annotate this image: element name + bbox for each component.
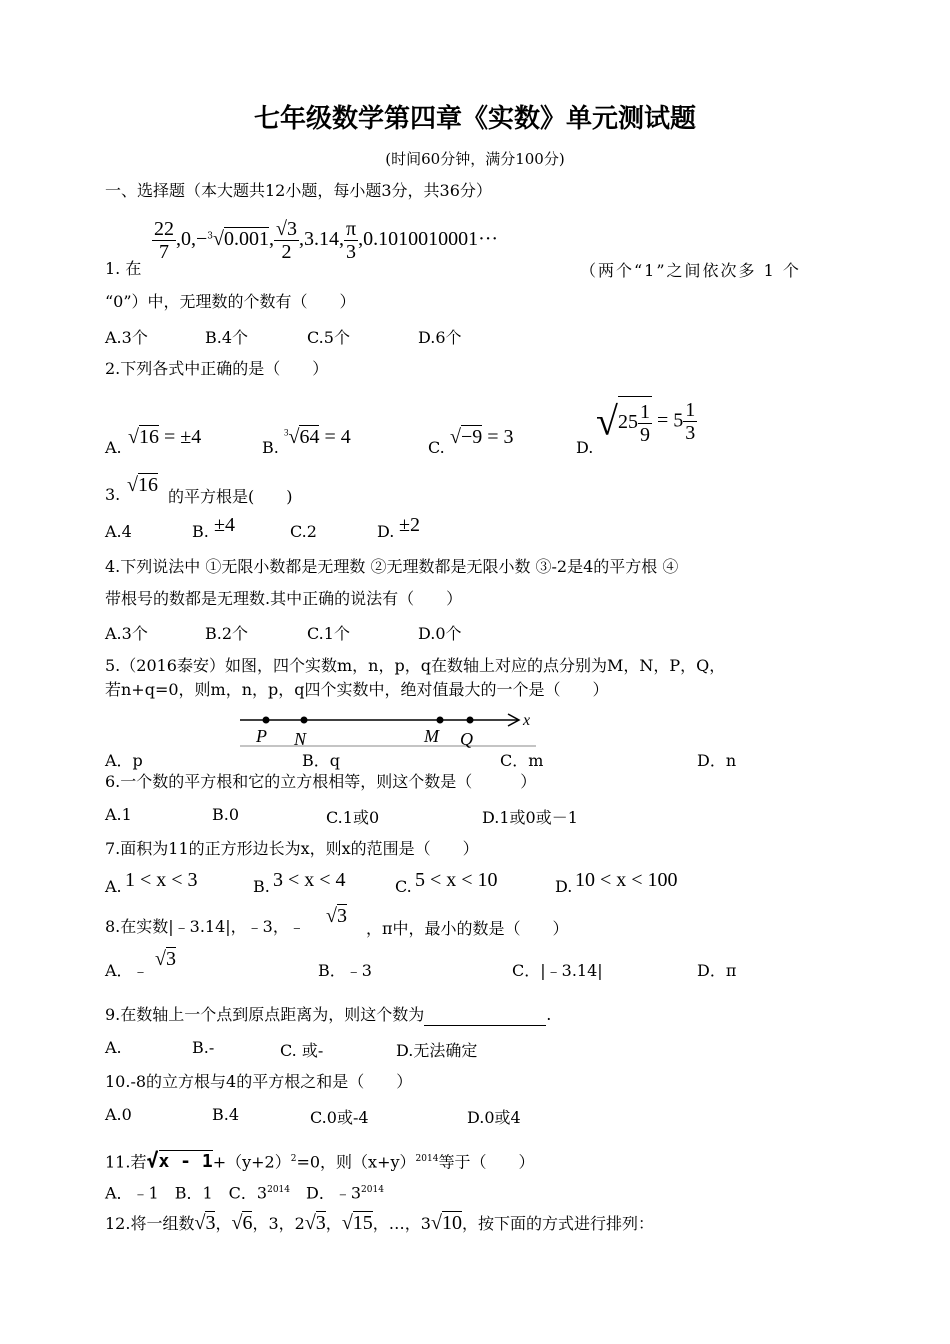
point-m — [437, 717, 444, 724]
q10-option-d: D.0或4 — [467, 1108, 521, 1127]
q7-expr-c: 5 < x < 10 — [415, 869, 498, 891]
q12-radical-3: √ — [304, 1212, 316, 1234]
q8-suffix: ，π中，最小的数是（ ） — [366, 919, 569, 938]
q11-option-c-exp: 2014 — [267, 1185, 291, 1195]
q3-option-c: C.2 — [290, 522, 317, 541]
q11-line — [105, 1148, 534, 1173]
q11-mid2: =0，则（x+y） — [296, 1152, 416, 1172]
q7-expr-d: 10 < x < 100 — [575, 869, 678, 891]
q2-c-radical: √ — [450, 426, 461, 448]
q1-tail: ,0.1010010001··· — [358, 228, 499, 250]
q2-d-rhs-den: 3 — [685, 421, 696, 444]
point-q — [467, 717, 474, 724]
q2-d-frac — [638, 401, 652, 446]
q7-label-b: B. — [253, 877, 270, 896]
q3-option-b: B. — [192, 522, 209, 541]
q12-radicand-4: 15 — [352, 1212, 373, 1234]
q11-options — [105, 1179, 384, 1204]
q2-d-rhs-num: 1 — [685, 398, 696, 421]
q10-option-a: A.0 — [105, 1105, 132, 1124]
q12-radicand-3: 3 — [315, 1212, 326, 1234]
q9-option-c: C. 或- — [280, 1041, 324, 1060]
q8-option-a-sqrt — [155, 948, 176, 971]
q4-line1: 4.下列说法中 ①无限小数都是无理数 ②无理数都是无限小数 ③-2是4的平方根 ④ — [105, 557, 679, 576]
q8-radical: √ — [326, 905, 337, 927]
q8-a-radical: √ — [155, 948, 166, 970]
q1-option-d: D.6个 — [418, 328, 462, 347]
q2-expr-a — [128, 426, 201, 449]
q10-option-c: C.0或-4 — [310, 1108, 369, 1127]
q9-option-a: A. — [105, 1038, 122, 1057]
q2-label-b: B. — [262, 438, 279, 457]
label-x: x — [523, 712, 531, 729]
q2-d-whole: 25 — [617, 411, 638, 434]
q12-radical-4: √ — [341, 1212, 353, 1234]
q2-d-rhs-whole: = 5 — [651, 409, 684, 432]
point-n — [301, 717, 308, 724]
q12-radical-1: √ — [194, 1212, 206, 1234]
q1-frac3-den: 3 — [346, 241, 357, 263]
q12-sep1: ， — [215, 1214, 232, 1233]
q4-option-d: D.0个 — [418, 624, 462, 643]
label-m: M — [424, 726, 439, 746]
q10-stem: 10.-8的立方根与4的平方根之和是（ ） — [105, 1072, 413, 1091]
q2-expr-b — [284, 426, 351, 449]
q1-option-a: A.3个 — [105, 328, 148, 347]
q11-suffix: 等于（ ） — [438, 1152, 535, 1172]
section-heading: 一、选择题（本大题共12小题，每小题3分，共36分） — [105, 181, 492, 200]
q9-answer-blank — [424, 1009, 546, 1026]
q9-stem: 9.在数轴上一个点到原点距离为，则这个数为 — [105, 1005, 425, 1024]
page-subtitle: (时间60分钟，满分100分) — [385, 150, 565, 168]
q3-sqrt16 — [127, 474, 158, 497]
q6-option-b: B.0 — [212, 805, 240, 824]
q12-sep2: ， — [325, 1214, 342, 1233]
q3-suffix: 的平方根是( ) — [168, 487, 293, 506]
q11-prefix: 11.若 — [105, 1152, 147, 1172]
q1-frac-22-7 — [152, 218, 176, 263]
q2-b-radical: √ — [288, 426, 300, 448]
q3-prefix: 3. — [105, 485, 121, 504]
q11-option-d: D．﹣3 — [290, 1183, 362, 1203]
q8-radicand: 3 — [336, 905, 347, 927]
q2-stem: 2.下列各式中正确的是（ ） — [105, 359, 329, 378]
q9-line — [105, 1004, 551, 1026]
q1-frac2-den: 2 — [281, 241, 292, 263]
q4-option-c: C.1个 — [307, 624, 350, 643]
q8-option-c: C．|﹣3.14| — [512, 961, 603, 980]
number-line-figure — [238, 708, 538, 750]
q5-option-b: B．q — [302, 751, 341, 770]
q5-line1: 5.（2016泰安）如图，四个实数m，n，p，q在数轴上对应的点分别为M，N，P，Q， — [105, 656, 726, 675]
q1-frac3-num: π — [345, 218, 357, 240]
q2-d-radical: √ — [596, 398, 618, 444]
q8-prefix: 8.在实数|﹣3.14|，﹣3，﹣ — [105, 917, 305, 936]
q1-frac-pi-3 — [344, 218, 358, 263]
q8-option-d: D．π — [697, 961, 737, 980]
q12-radicand-5: 10 — [441, 1212, 462, 1234]
q3-radicand: 16 — [137, 474, 158, 496]
q1-suffix: （两个“1”之间依次多 1 个 — [580, 261, 801, 280]
page-title: 七年级数学第四章《实数》单元测试题 — [253, 104, 696, 134]
q2-a-radical: √ — [128, 426, 139, 448]
q2-label-c: C. — [428, 438, 445, 457]
q2-c-rhs: = 3 — [482, 426, 514, 448]
q1-prefix: 1. 在 — [105, 259, 142, 278]
q3-radical: √ — [127, 474, 138, 496]
q1-cuberoot-index: 3 — [207, 231, 214, 242]
q2-b-rhs: = 4 — [319, 426, 351, 448]
q3-option-b-math: ±4 — [214, 514, 235, 536]
q12-dots: ，…，3 — [372, 1214, 431, 1233]
q4-option-a: A.3个 — [105, 624, 148, 643]
q1-option-c: C.5个 — [307, 328, 350, 347]
q12-radicand-1: 3 — [205, 1212, 216, 1234]
q5-option-c: C．m — [500, 751, 544, 770]
q8-option-b: B．﹣3 — [318, 961, 372, 980]
q2-label-a: A. — [105, 438, 122, 457]
q3-option-d-math: ±2 — [399, 514, 420, 536]
q2-d-den: 9 — [639, 424, 650, 446]
q5-line2: 若n+q=0，则m，n，p，q四个实数中，绝对值最大的一个是（ ） — [105, 680, 609, 699]
q8-a-radicand: 3 — [165, 948, 176, 970]
q2-c-radicand: −9 — [460, 426, 483, 448]
q12-radical-5: √ — [430, 1212, 442, 1234]
q2-expr-d — [596, 396, 697, 446]
q12-suffix: ，按下面的方式进行排列： — [461, 1214, 654, 1233]
q11-mid: +（y+2） — [212, 1152, 291, 1172]
label-q: Q — [460, 729, 473, 749]
q1-comma: , — [269, 228, 274, 250]
q7-expr-a: 1 < x < 3 — [125, 869, 198, 891]
q11-square: 2 — [290, 1154, 297, 1164]
q2-b-radicand: 64 — [299, 426, 320, 448]
q2-d-rhs-frac — [683, 399, 697, 444]
q1-line2: “0”）中，无理数的个数有（ ） — [105, 292, 356, 311]
q2-a-rhs: = ±4 — [158, 426, 202, 448]
label-p: P — [256, 726, 267, 746]
q10-option-b: B.4 — [212, 1105, 240, 1124]
q6-option-a: A.1 — [105, 805, 132, 824]
q2-d-radicand — [618, 396, 652, 446]
q2-expr-c — [450, 426, 514, 449]
q6-stem: 6.一个数的平方根和它的立方根相等，则这个数是（ ） — [105, 772, 537, 791]
q5-option-d: D．n — [697, 751, 737, 770]
q4-line2: 带根号的数都是无理数.其中正确的说法有（ ） — [105, 589, 463, 608]
q1-frac1-den: 7 — [159, 241, 169, 263]
q6-option-d: D.1或0或－1 — [482, 808, 578, 827]
q2-a-radicand: 16 — [138, 426, 159, 448]
q9-option-d: D.无法确定 — [396, 1041, 478, 1060]
q7-label-a: A. — [105, 877, 122, 896]
point-p — [263, 717, 270, 724]
q2-label-d: D. — [576, 438, 594, 457]
q9-option-b: B.- — [192, 1038, 215, 1057]
q11-option-d-exp: 2014 — [361, 1185, 384, 1195]
q2-d-num: 1 — [639, 401, 650, 423]
q3-option-a: A.4 — [105, 522, 132, 541]
q6-option-c: C.1或0 — [326, 808, 380, 827]
q11-radicand: x - 1 — [158, 1151, 213, 1173]
q4-option-b: B.2个 — [205, 624, 249, 643]
q1-radical-sign: √ — [213, 228, 224, 250]
q8-option-a-prefix: A．﹣ — [105, 961, 149, 980]
q11-radical: √ — [146, 1148, 159, 1173]
q11-options-text: A．﹣1 B．1 C．3 — [105, 1183, 268, 1203]
q5-option-a: A．p — [105, 751, 143, 770]
q1-mid2: ,3.14, — [298, 228, 344, 250]
q11-exponent: 2014 — [415, 1154, 439, 1164]
q1-radicand: 0.001 — [224, 228, 269, 250]
q1-frac-sqrt3-2 — [274, 218, 299, 263]
q12-radical-2: √ — [231, 1212, 243, 1234]
q12-prefix: 12.将一组数 — [105, 1214, 195, 1233]
q7-label-d: D. — [555, 877, 573, 896]
q3-option-d: D. — [377, 522, 395, 541]
q12-mid: ，3，2 — [252, 1214, 305, 1233]
q1-mid1: ,0,− — [176, 228, 208, 250]
q12-line — [105, 1210, 654, 1237]
label-n: N — [294, 729, 307, 749]
q9-end: . — [546, 1005, 552, 1024]
q7-expr-b: 3 < x < 4 — [273, 869, 346, 891]
q1-frac1-num: 22 — [154, 218, 174, 240]
q8-sqrt3 — [326, 905, 347, 928]
q1-option-b: B.4个 — [205, 328, 249, 347]
q7-label-c: C. — [395, 877, 412, 896]
q12-radicand-2: 6 — [242, 1212, 253, 1234]
q1-frac2-num: √3 — [276, 218, 297, 240]
q7-stem: 7.面积为11的正方形边长为x，则x的范围是（ ） — [105, 839, 479, 858]
q2-b-index: 3 — [284, 427, 289, 438]
q1-expression — [152, 218, 498, 263]
